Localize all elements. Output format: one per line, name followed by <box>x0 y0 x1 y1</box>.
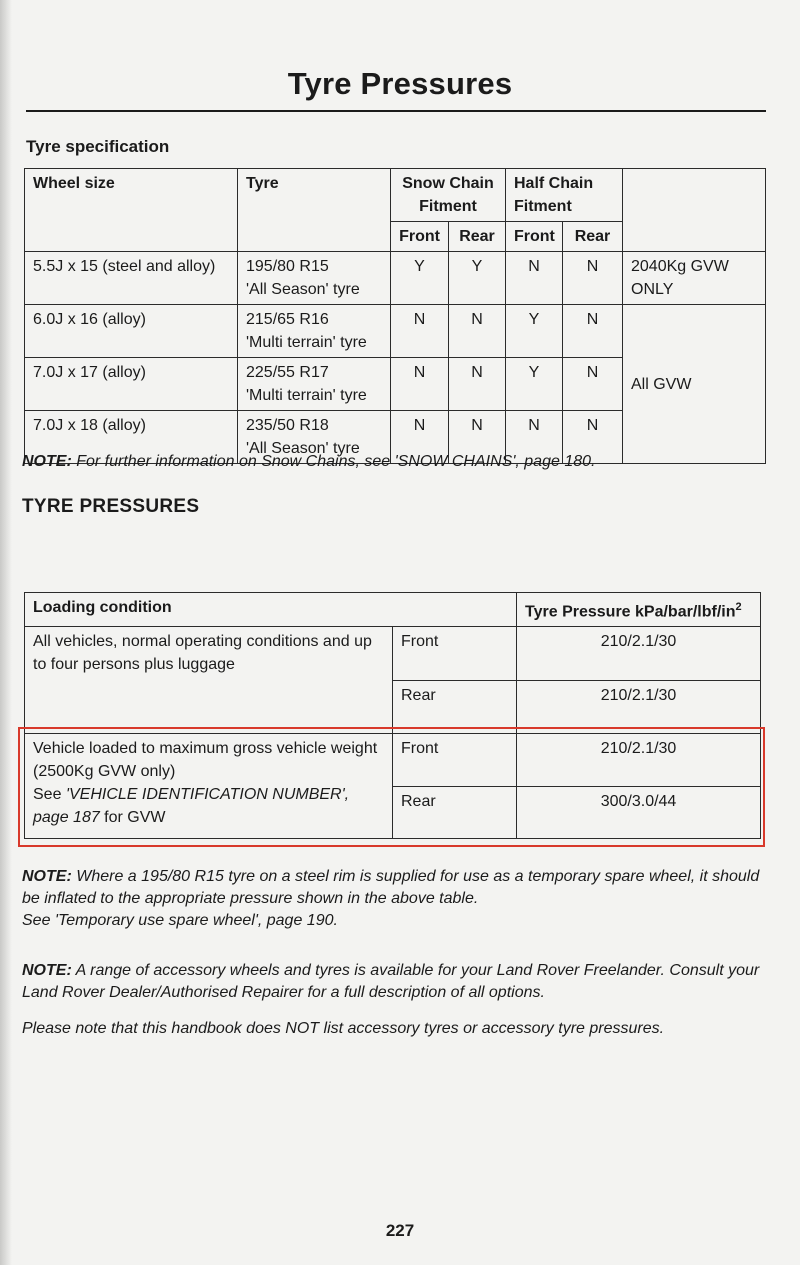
wheel-size-cell: 7.0J x 17 (alloy) <box>25 358 238 411</box>
half-rear-cell: N <box>563 305 623 358</box>
highlight-box <box>18 727 765 847</box>
condition-normal: All vehicles, normal operating conditions and up to four persons plus luggage <box>25 627 393 734</box>
snow-front-cell: Y <box>391 252 449 305</box>
tyre-spec-label: Tyre specification <box>26 137 170 156</box>
header-blank <box>623 169 766 252</box>
half-front-cell: N <box>506 411 563 464</box>
header-half-chain: Half Chain Fitment <box>506 169 623 222</box>
note-snow-chains: NOTE: For further information on Snow Chains, see 'SNOW CHAINS', page 180. <box>22 453 596 470</box>
axle-rear-label: Rear <box>393 787 517 839</box>
header-tyre-pressure: Tyre Pressure kPa/$bar/lbf/in^2$ <box>517 593 761 627</box>
title-rule <box>26 110 766 112</box>
note-accessory-wheels: NOTE: A range of accessory wheels and tyres is available for your Land Rover Freelander. Consult your Land Rover Dealer/Authorised Repairer for a full description of all options. <box>22 962 760 1001</box>
pressure-value: 210/2.1/30 <box>517 627 761 681</box>
tyre-cell: 225/55 R17 'Multi terrain' tyre <box>238 358 391 411</box>
half-front-cell: Y <box>506 305 563 358</box>
header-loading-condition: Loading condition <box>25 593 517 627</box>
wheel-size-cell: 7.0J x 18 (alloy) <box>25 411 238 464</box>
snow-front-cell: N <box>391 411 449 464</box>
snow-front-cell: N <box>391 305 449 358</box>
axle-front-label: Front <box>393 734 517 787</box>
snow-rear-cell: Y <box>449 252 506 305</box>
page-edge-shadow <box>0 0 12 1265</box>
tyre-cell: 215/65 R16 'Multi terrain' tyre <box>238 305 391 358</box>
snow-rear-cell: N <box>449 305 506 358</box>
table-row <box>25 627 761 681</box>
header-half-rear: Rear <box>563 222 623 252</box>
half-rear-cell: N <box>563 358 623 411</box>
axle-rear-label: Rear <box>393 681 517 734</box>
page-title: Tyre Pressures <box>287 66 513 101</box>
pressure-value: 210/2.1/30 <box>517 734 761 787</box>
tyre-cell: 235/50 R18 'All Season' tyre <box>238 411 391 464</box>
note-accessory-tyres: Please note that this handbook does NOT list accessory tyres or accessory tyre pressures. <box>22 1020 665 1037</box>
gvw-note-2040: 2040Kg GVW ONLY <box>623 252 766 305</box>
snow-rear-cell: N <box>449 358 506 411</box>
tyre-spec-table <box>24 168 766 464</box>
gvw-note-all: All GVW <box>623 305 766 464</box>
header-tyre: Tyre <box>238 169 391 252</box>
half-front-cell: Y <box>506 358 563 411</box>
note-spare-wheel: NOTE: Where a 195/80 R15 tyre on a steel rim is supplied for use as a temporary spare wheel, it should be inflated to the appropriate pressure shown in the above table. See 'Temporary use spare wheel', page 190. <box>22 868 760 929</box>
half-rear-cell: N <box>563 411 623 464</box>
tyre-cell: 195/80 R15 'All Season' tyre <box>238 252 391 305</box>
table-row <box>25 252 766 305</box>
header-wheel-size: Wheel size <box>25 169 238 252</box>
header-snow-chain: Snow Chain Fitment <box>391 169 506 222</box>
snow-rear-cell: N <box>449 411 506 464</box>
tyre-pressures-heading: TYRE PRESSURES <box>22 496 200 517</box>
wheel-size-cell: 5.5J x 15 (steel and alloy) <box>25 252 238 305</box>
wheel-size-cell: 6.0J x 16 (alloy) <box>25 305 238 358</box>
header-snow-front: Front <box>391 222 449 252</box>
half-front-cell: N <box>506 252 563 305</box>
header-snow-rear: Rear <box>449 222 506 252</box>
table-row <box>25 305 766 358</box>
pressure-value: 210/2.1/30 <box>517 681 761 734</box>
half-rear-cell: N <box>563 252 623 305</box>
header-half-front: Front <box>506 222 563 252</box>
page-number: 227 <box>385 1221 415 1240</box>
condition-max-gvw: Vehicle loaded to maximum gross vehicle weight (2500Kg GVW only) See 'VEHICLE IDENTIFICATION NUMBER', page 187 for GVW <box>25 734 393 839</box>
axle-front-label: Front <box>393 627 517 681</box>
pressure-value: 300/3.0/44 <box>517 787 761 839</box>
snow-front-cell: N <box>391 358 449 411</box>
